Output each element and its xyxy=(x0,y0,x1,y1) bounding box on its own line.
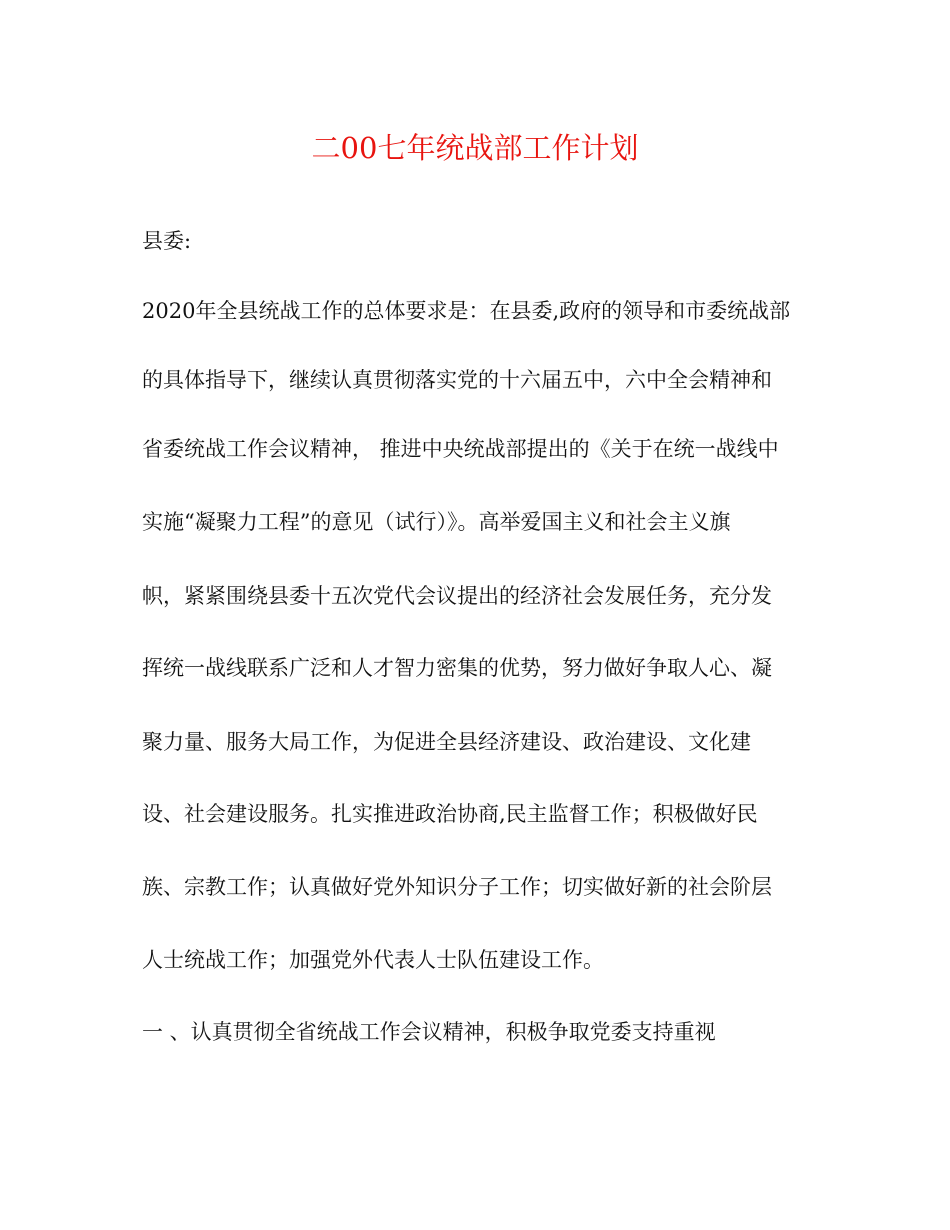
body-line: 族、宗教工作；认真做好党外知识分子工作；切实做好新的社会阶层 xyxy=(142,875,772,899)
section-heading: 一 、认真贯彻全省统战工作会议精神，积极争取党委支持重视 xyxy=(142,1020,716,1044)
body-line: 实施“凝聚力工程”的意见（试行）》。高举爱国主义和社会主义旗 xyxy=(142,510,731,534)
body-line: 人士统战工作；加强党外代表人士队伍建设工作。 xyxy=(142,948,604,972)
body-line: 的具体指导下，继续认真贯彻落实党的十六届五中，六中全会精神和 xyxy=(142,368,772,392)
body-line: 设、社会建设服务。扎实推进政治协商,民主监督工作；积极做好民 xyxy=(142,802,758,826)
body-line: 2020年全县统战工作的总体要求是：在县委,政府的领导和市委统战部 xyxy=(142,299,791,323)
document-title: 二00七年统战部工作计划 xyxy=(311,131,639,165)
body-line: 聚力量、服务大局工作，为促进全县经济建设、政治建设、文化建 xyxy=(142,730,751,754)
body-line: 省委统战工作会议精神， 推进中央统战部提出的《关于在统一战线中 xyxy=(142,437,779,461)
salutation: 县委: xyxy=(142,229,192,253)
body-line: 挥统一战线联系广泛和人才智力密集的优势，努力做好争取人心、凝 xyxy=(142,656,772,680)
body-line: 帜，紧紧围绕县委十五次党代会议提出的经济社会发展任务，充分发 xyxy=(142,584,772,608)
